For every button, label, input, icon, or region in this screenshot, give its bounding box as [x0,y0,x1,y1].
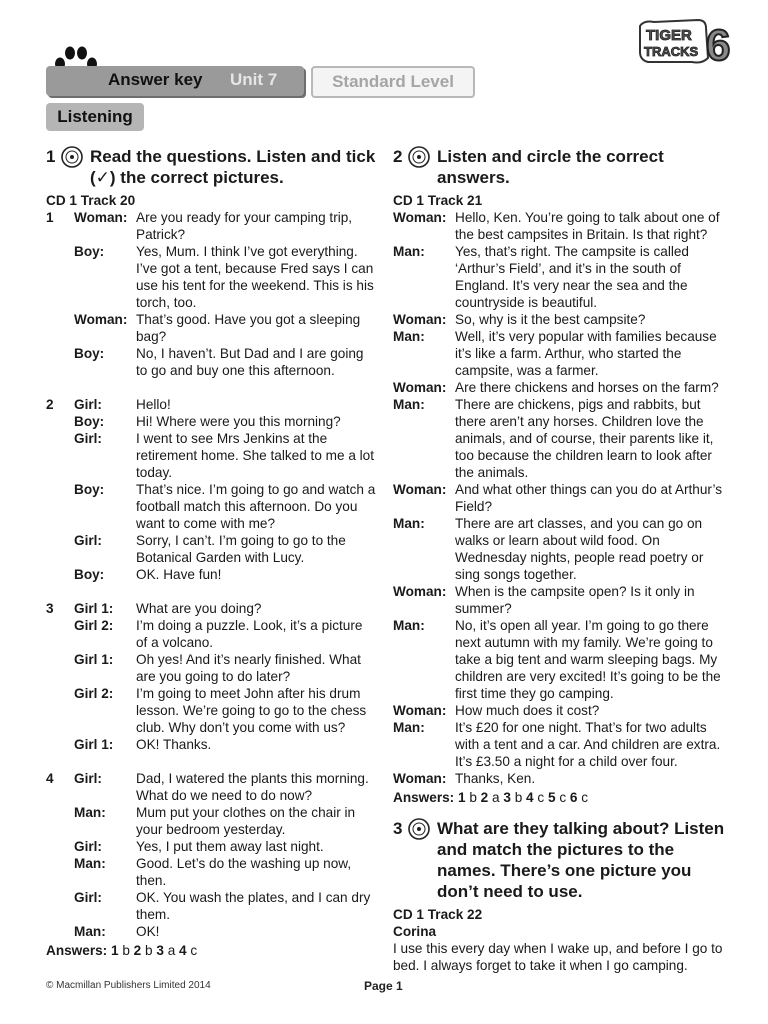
dialogue-text: Sorry, I can’t. I’m going to go to the Botanical Garden with Lucy. [136,533,346,565]
dialogue-line [393,481,728,515]
speaker-label: Boy: [74,346,105,361]
dialogue-text: Good. Let’s do the washing up now, then. [136,856,352,888]
dialogue-text: Thanks, Ken. [455,771,536,786]
dialogue-line [393,396,728,481]
speaker-label: Girl 1: [74,601,114,616]
answer-number: 1 [457,790,466,805]
speaker-label: Girl 1: [74,737,114,752]
item-number [46,889,74,923]
dialogue-line [46,345,376,379]
dialogue-line [46,770,376,804]
spacer [46,753,376,770]
dialogue-line [46,311,376,345]
dialogue-text: I’m doing a puzzle. Look, it’s a picture of a volcano. [136,618,363,650]
dialogue-line [46,481,376,532]
exercise-3-title: 3 What are they talking about? Listen and match the pictures to the names. There’s one picture you don’t need to use. [393,819,725,901]
speaker-label: Girl: [74,397,102,412]
answer-key-header [46,66,304,96]
item-number [46,345,74,379]
speaker-label: Girl: [74,839,102,854]
dialogue-line [46,804,376,838]
dialogue-text: I went to see Mrs Jenkins at the retirement home. She talked to me a lot today. [136,431,375,480]
speaker-label: Man: [393,329,425,344]
speaker-label: Girl: [74,890,102,905]
speaker-label: Man: [393,244,425,259]
item-number [46,430,74,481]
dialogue-line [46,532,376,566]
answer-number: 2 [480,790,489,805]
item-number [46,566,74,583]
item-number [46,481,74,532]
answer-letter: b [145,943,153,958]
answer-letter: a [492,790,500,805]
dialogue-text: Are you ready for your camping trip, Patrick? [136,210,353,242]
dialogue-text: That’s good. Have you got a sleeping bag? [136,312,361,344]
speaker-label: Girl 1: [74,652,114,667]
answer-letter: b [514,790,523,805]
speaker-label: Woman: [393,703,447,718]
speaker-label: Boy: [74,244,105,259]
speaker-label: Girl 2: [74,686,114,701]
transcript-ex1 [46,209,376,940]
dialogue-text: Hi! Where were you this morning? [136,414,341,429]
dialogue-line [393,243,728,311]
dialogue-text: Hello, Ken. You’re going to talk about one of the best campsites in Britain. Is that right? [455,210,720,242]
speaker-label: Boy: [74,567,105,582]
dialogue-line [46,243,376,311]
answers-ex2: Answers: 1 b 2 a 3 b 4 c 5 c 6 c [393,790,589,805]
dialogue-text: Are there chickens and horses on the farm? [455,380,719,395]
dialogue-line [393,311,728,328]
dialogue-text: That’s nice. I’m going to go and watch a football match this afternoon. Do you want to come with me? [136,482,376,531]
speaker-label: Woman: [393,584,447,599]
speaker-label: Girl 2: [74,618,114,633]
page-number: Page 1 [364,979,403,993]
dialogue-line [46,651,376,685]
dialogue-text: There are art classes, and you can go on walks or learn about wild food. On Wednesday nights, people read poetry or sing songs together. [455,516,704,582]
section-tab-listening: Listening [46,103,144,131]
dialogue-text: What are you doing? [136,601,262,616]
dialogue-text: No, I haven’t. But Dad and I are going to go and buy one this afternoon. [136,346,364,378]
dialogue-line [46,923,376,940]
item-number [46,855,74,889]
dialogue-text: Oh yes! And it’s nearly finished. What are you going to do later? [136,652,361,684]
item-number [46,651,74,685]
logo-word-tracks: TRACKS [644,44,699,59]
header-unit: Unit 7 [230,70,278,89]
track-label: CD 1 Track 21 [393,193,483,208]
item-number [46,532,74,566]
dialogue-line [393,702,728,719]
left-column [46,146,376,959]
speaker-label: Woman: [393,482,447,497]
dialogue-line [393,617,728,702]
answer-number: 6 [569,790,578,805]
dialogue-text: It’s £20 for one night. That’s for two adults with a tent and a car. And children are extra. It’s £3.50 a night for a child over four. [455,720,721,769]
dialogue-line [393,379,728,396]
dialogue-text: Mum put your clothes on the chair in your bedroom yesterday. [136,805,356,837]
item-number: 2 [46,397,54,412]
exercise-1-title: 1 Read the questions. Listen and tick (✓) the correct pictures. [46,147,376,187]
dialogue-text: I’m going to meet John after his drum lesson. We’re going to go to the chess club. Why don’t you come with us? [136,686,367,735]
dialogue-line [46,889,376,923]
logo-word-tiger: TIGER [646,27,692,44]
item-number: 1 [46,210,54,225]
answer-letter: c [581,790,589,805]
copyright: © Macmillan Publishers Limited 2014 [46,980,211,991]
speaker-label: Woman: [393,312,447,327]
answer-letter: b [122,943,130,958]
speaker-label: Woman: [393,380,447,395]
right-column [393,146,728,974]
dialogue-line [393,209,728,243]
speaker-label: Boy: [74,482,105,497]
dialogue-line [46,396,376,413]
item-number [46,617,74,651]
answer-number: 1 [110,943,119,958]
speaker-label: Woman: [74,210,128,225]
spacer [46,379,376,396]
dialogue-text: There are chickens, pigs and rabbits, but there aren’t any horses. Children love the animals, and of course, their parents like it, too because the children learn to look after the animals. [455,397,714,480]
answer-letter: c [537,790,545,805]
dialogue-text: How much does it cost? [455,703,600,718]
track-label: CD 1 Track 20 [46,193,136,208]
cd-icon [408,818,430,840]
dialogue-text: OK! [136,924,160,939]
answer-number: 4 [526,790,534,805]
item-number: 4 [46,771,54,786]
dialogue-line [46,838,376,855]
item-number [46,736,74,753]
dialogue-line [393,328,728,379]
item-number [46,804,74,838]
speaker-label: Man: [393,618,425,633]
dialogue-text: When is the campsite open? Is it only in summer? [455,584,695,616]
header-title: Answer key [108,70,203,89]
answer-number: 5 [547,790,556,805]
dialogue-line [46,566,376,583]
speaker-label: Man: [393,516,425,531]
dialogue-line [393,770,728,787]
dialogue-text: Yes, that’s right. The campsite is called ‘Arthur’s Field’, and it’s in the south of England. It’s very near the sea and the countryside is beautiful. [455,244,689,310]
dialogue-text: OK. Have fun! [136,567,222,582]
speaker-label: Girl: [74,533,102,548]
item-number [46,923,74,940]
dialogue-text: Hello! [136,397,171,412]
speaker-name: Corina [393,924,437,939]
speaker-label: Woman: [74,312,128,327]
dialogue-text: Yes, Mum. I think I’ve got everything. I’ve got a tent, because Fred says I can use his tent for the weekend. This is his torch, too. [136,244,374,310]
answer-number: 3 [503,790,511,805]
transcript-ex3: I use this every day when I wake up, and before I go to bed. I always forget to take it when I go camping. [393,941,723,973]
dialogue-text: And what other things can you do at Arthur’s Field? [455,482,723,514]
exercise-2-title: 2 Listen and circle the correct answers. [393,147,664,187]
speaker-label: Girl: [74,771,102,786]
speaker-label: Girl: [74,431,102,446]
logo-level-number: 6 [706,21,731,66]
speaker-label: Woman: [393,771,447,786]
dialogue-line [393,719,728,770]
answer-letter: c [190,943,198,958]
transcript-ex2 [393,209,728,787]
speaker-label: Man: [393,720,425,735]
dialogue-text: OK. You wash the plates, and I can dry them. [136,890,371,922]
speaker-label: Woman: [393,210,447,225]
answer-letter: b [469,790,477,805]
dialogue-line [46,413,376,430]
dialogue-line [46,855,376,889]
dialogue-text: Dad, I watered the plants this morning. What do we need to do now? [136,771,369,803]
dialogue-text: No, it’s open all year. I’m going to go there next autumn with my family. We’re going to take a big tent and warm sleeping bags. My children are very excited! It’s going to be the first time they go camping. [455,618,721,701]
dialogue-line [46,209,376,243]
item-number: 3 [46,601,54,616]
speaker-label: Man: [74,805,106,820]
answer-letter: c [559,790,567,805]
answer-letter: a [167,943,176,958]
dialogue-text: Well, it’s very popular with families because it’s like a farm. Arthur, who started the campsite, was a farmer. [455,329,717,378]
dialogue-line [393,583,728,617]
dialogue-line [393,515,728,583]
answer-number: 3 [156,943,164,958]
tiger-tracks-logo [636,16,736,66]
item-number [46,243,74,311]
item-number [46,311,74,345]
dialogue-line [46,617,376,651]
answer-number: 2 [133,943,142,958]
speaker-label: Man: [74,924,106,939]
dialogue-line [46,685,376,736]
dialogue-text: OK! Thanks. [136,737,212,752]
speaker-label: Man: [393,397,425,412]
item-number [46,685,74,736]
track-label: CD 1 Track 22 [393,907,483,922]
speaker-label: Man: [74,856,106,871]
speaker-label: Boy: [74,414,105,429]
dialogue-line [46,600,376,617]
dialogue-line [46,430,376,481]
dialogue-text: Yes, I put them away last night. [136,839,324,854]
cd-icon [61,146,83,168]
dialogue-text: So, why is it the best campsite? [455,312,646,327]
level-badge: Standard Level [311,66,475,98]
answer-number: 4 [179,943,187,958]
answers-ex1: Answers: 1 b 2 b 3 a 4 c [46,943,198,958]
cd-icon [408,146,430,168]
item-number [46,413,74,430]
spacer [46,583,376,600]
dialogue-line [46,736,376,753]
item-number [46,838,74,855]
